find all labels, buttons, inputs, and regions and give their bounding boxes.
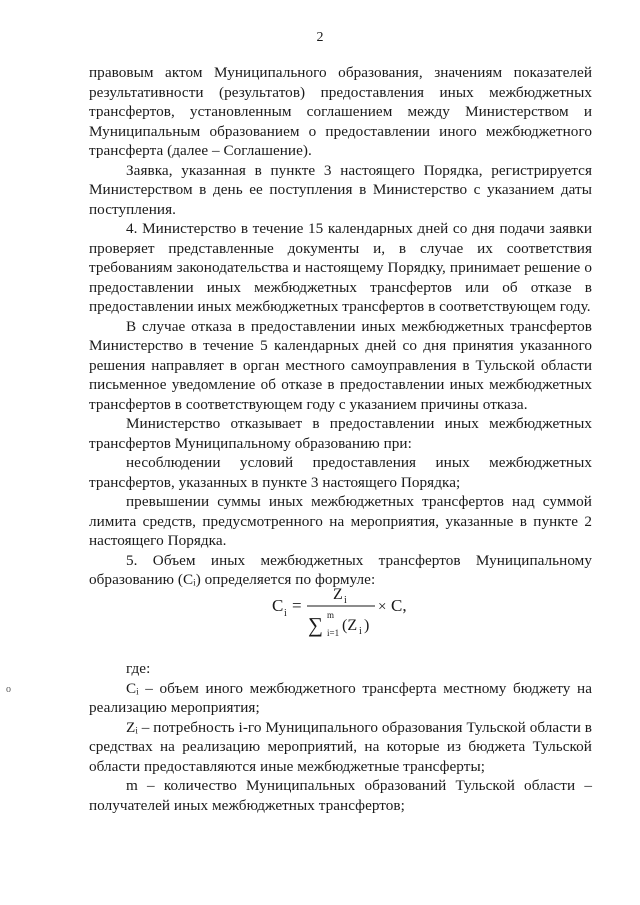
paragraph-ground-noncompliance: несоблюдении условий предоставления иных межбюджетных трансфертов, указанных в пункте 3 настоящего Порядка; [89, 454, 592, 491]
text-block-lower [89, 659, 592, 815]
formula-lhs-sub: i [284, 608, 287, 619]
formula-lhs: C [272, 596, 284, 615]
volume-formula [272, 584, 422, 644]
paragraph-where: где: [126, 660, 151, 677]
margin-mark: o [6, 684, 11, 695]
definition-ci: Cᵢ – объем иного межбюджетного трансферта местному бюджету на реализацию мероприятия; [89, 679, 592, 716]
paragraph-refusal-notice: В случае отказа в предоставлении иных межбюджетных трансфертов Министерство в течение 5 календарных дней со дня принятия указанного решения направляет в орган местного самоуправления в Тульской области письменное уведомление об отказе в предоставлении иных межбюджетных трансфертов в соответствующем году с указанием причины отказа. [89, 317, 592, 413]
page-number: 2 [316, 30, 324, 45]
text-block-upper [89, 63, 592, 590]
formula-equals: = [292, 596, 302, 615]
formula-denominator-sub: i [359, 626, 362, 637]
paragraph-continuation: правовым актом Муниципального образования, значениям показателей результативности (результатов) предоставления иных межбюджетных трансфертов, установленным соглашением между Министерством и Муниципальным образованием о предоставлении иного межбюджетного трансферта (далее – Соглашение). [89, 64, 592, 159]
formula-rhs: C, [391, 596, 407, 615]
formula-numerator: Z [333, 586, 343, 603]
paragraph-refusal-grounds: Министерство отказывает в предоставлении иных межбюджетных трансфертов Муниципальному образованию при: [89, 415, 592, 452]
formula-sum-top: m [327, 610, 335, 620]
formula-sigma: ∑ [308, 613, 323, 637]
paragraph-registration: Заявка, указанная в пункте 3 настоящего Порядка, регистрируется Министерством в день ее поступления в Министерство с указанием даты поступления. [89, 161, 592, 218]
formula-times: × [378, 599, 387, 615]
definition-zi: Zᵢ – потребность i-го Муниципального образования Тульской области в средствах на реализацию мероприятий, на которые из бюджета Тульской области предоставляются иные межбюджетные трансферты; [89, 718, 592, 775]
definition-m: m – количество Муниципальных образований Тульской области – получателей иных межбюджетных трансфертов; [89, 777, 592, 814]
paragraph-item-5: 5. Объем иных межбюджетных трансфертов Муниципальному образованию (Cᵢ) определяется по формуле: [89, 551, 592, 588]
formula-sum-bottom: i=1 [327, 628, 340, 638]
formula-denominator-close: ) [364, 617, 370, 634]
paragraph-ground-excess: превышении суммы иных межбюджетных трансфертов над суммой лимита средств, предусмотренного на мероприятия, указанные в пункте 2 настоящего Порядка. [89, 493, 592, 549]
paragraph-item-4: 4. Министерство в течение 15 календарных дней со дня подачи заявки проверяет представленные документы и, в случае их соответствия требованиям законодательства и настоящему Порядку, принимает решение о предоставлении иных межбюджетных трансфертов или об отказе в предоставлении иных межбюджетных трансфертов в соответствующем году. [89, 220, 592, 315]
formula-numerator-sub: i [344, 595, 347, 606]
formula-denominator: (Z [342, 617, 358, 634]
